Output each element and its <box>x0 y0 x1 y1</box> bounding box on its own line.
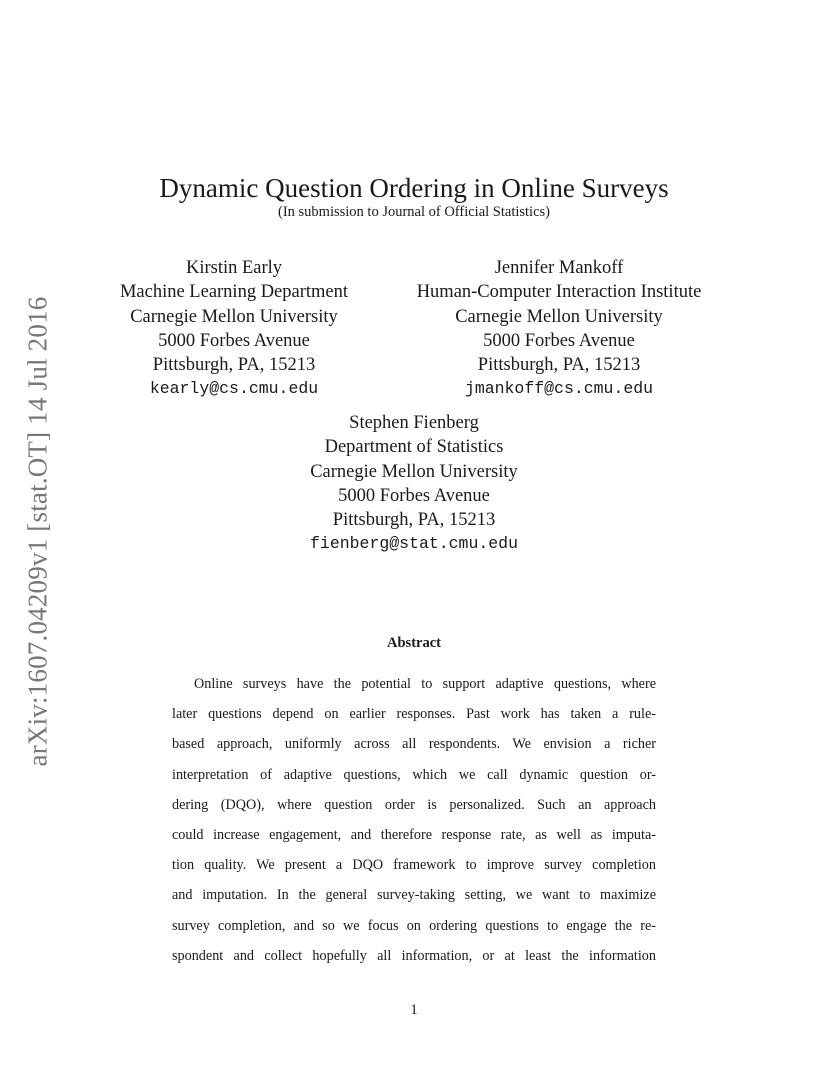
author-institution: Carnegie Mellon University <box>130 306 338 327</box>
author-email: kearly@cs.cmu.edu <box>149 379 319 399</box>
author-city: Pittsburgh, PA, 15213 <box>152 355 316 376</box>
abstract-line: Online surveys have the potential to support adaptive questions, where <box>194 676 656 692</box>
author-street: 5000 Forbes Avenue <box>158 330 310 351</box>
abstract-line: and imputation. In the general survey-taking setting, we want to maximize <box>172 887 656 904</box>
author-institution: Carnegie Mellon University <box>310 461 518 482</box>
author-department: Human-Computer Interaction Institute <box>416 282 702 303</box>
author-block-early <box>84 256 384 402</box>
abstract-line: spondent and collect hopefully all information, or at least the information <box>172 947 656 964</box>
author-city: Pittsburgh, PA, 15213 <box>332 510 496 531</box>
author-city: Pittsburgh, PA, 15213 <box>477 355 641 376</box>
arxiv-identifier <box>16 292 60 770</box>
abstract-heading: Abstract <box>387 635 441 651</box>
author-email: jmankoff@cs.cmu.edu <box>464 379 654 399</box>
paper-title: Dynamic Question Ordering in Online Surveys <box>159 173 669 203</box>
abstract-body <box>172 673 656 975</box>
paper-subtitle: (In submission to Journal of Official Statistics) <box>278 204 550 220</box>
page-number: 1 <box>410 1002 418 1018</box>
abstract-line: later questions depend on earlier responses. Past work has taken a rule- <box>172 706 656 723</box>
author-block-fienberg <box>264 411 564 557</box>
abstract-line: interpretation of adaptive questions, which we call dynamic question or- <box>172 766 656 783</box>
author-institution: Carnegie Mellon University <box>455 306 663 327</box>
author-street: 5000 Forbes Avenue <box>483 330 635 351</box>
abstract-line: tion quality. We present a DQO framework to improve survey completion <box>172 857 656 874</box>
abstract-line: survey completion, and so we focus on ordering questions to engage the re- <box>172 917 656 934</box>
abstract-line: dering (DQO), where question order is personalized. Such an approach <box>172 796 656 813</box>
author-name: Kirstin Early <box>185 258 283 278</box>
author-name: Stephen Fienberg <box>349 413 479 433</box>
author-department: Machine Learning Department <box>119 282 349 303</box>
author-street: 5000 Forbes Avenue <box>338 485 490 506</box>
author-block-mankoff <box>384 256 734 402</box>
abstract-line: based approach, uniformly across all respondents. We envision a richer <box>172 736 656 753</box>
abstract-line: could increase engagement, and therefore response rate, as well as imputa- <box>172 826 656 843</box>
author-email: fienberg@stat.cmu.edu <box>310 534 518 554</box>
author-name: Jennifer Mankoff <box>494 258 624 278</box>
arxiv-identifier-text: arXiv:1607.04209v1 [stat.OT] 14 Jul 2016 <box>22 296 53 766</box>
author-department: Department of Statistics <box>324 437 504 458</box>
